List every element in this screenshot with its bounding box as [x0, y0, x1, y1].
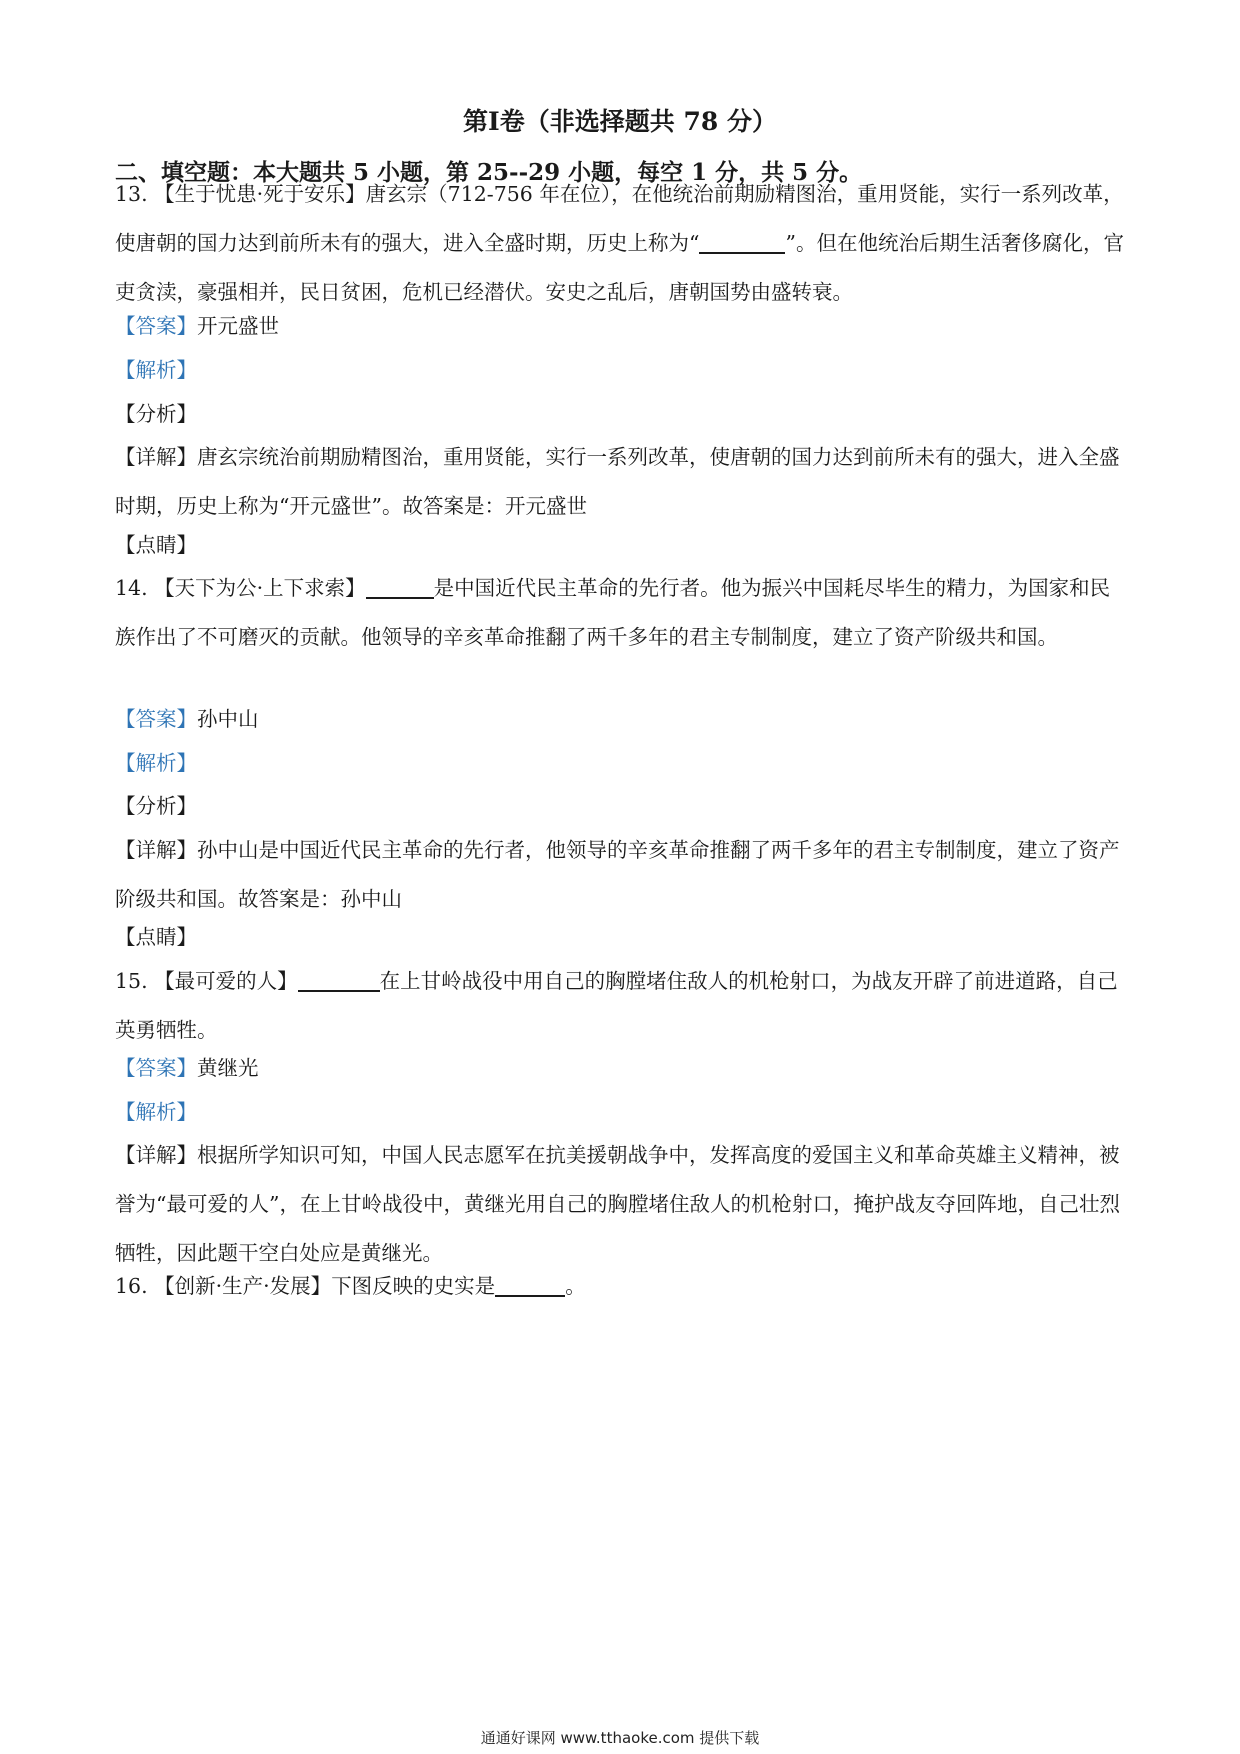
detail-label: 【详解】: [115, 1143, 197, 1167]
detail-paragraph: [115, 433, 1130, 531]
question-tag: 【天下为公·上下求索】: [154, 576, 366, 600]
question-15-stem: [115, 957, 1130, 1055]
detail-paragraph: [115, 826, 1130, 924]
question-number: 14.: [115, 576, 148, 600]
answer-blank: [699, 230, 785, 254]
answer-blank: [298, 968, 380, 992]
detail-text: 根据所学知识可知，中国人民志愿军在抗美援朝战争中，发挥高度的爱国主义和革命英雄主义精神，被誉为“最可爱的人”，在上甘岭战役中，黄继光用自己的胸膛堵住敌人的机枪射口，掩护战友夺回阵地，自己壮烈牺牲，因此题干空白处应是黄继光。: [115, 1143, 1120, 1265]
question-text-continued: ”。但在他统治后期生活奢侈腐化，官吏贪渎，豪强相并，民日贫困，危机已经潜伏。安史之乱后，唐朝国势由盛转衰。: [115, 231, 1124, 304]
section-heading: 二、填空题：本大题共 5 小题，第 25--29 小题，每空 1 分，共 5 分。: [115, 159, 863, 186]
page-footer: 通通好课网 www.tthaoke.com 提供下载: [480, 1729, 760, 1747]
detail-text: 唐玄宗统治前期励精图治，重用贤能，实行一系列改革，使唐朝的国力达到前所未有的强大，进入全盛时期，历史上称为“开元盛世”。故答案是：开元盛世: [115, 445, 1120, 518]
question-14-stem: [115, 564, 1130, 662]
question-number: 13.: [115, 182, 148, 206]
answer-text: 孙中山: [197, 707, 259, 731]
fenxi-label: 【分析】: [115, 794, 197, 818]
question-tag: 【最可爱的人】: [154, 969, 298, 993]
question-tag: 【创新·生产·发展】: [154, 1274, 332, 1298]
analysis-label: 【解析】: [115, 751, 197, 775]
question-number: 15.: [115, 969, 148, 993]
question-13-stem: [115, 170, 1130, 317]
detail-paragraph: [115, 1131, 1130, 1278]
answer-line: [115, 695, 1130, 744]
answer-blank: [495, 1273, 565, 1297]
question-16-stem: [115, 1262, 1130, 1311]
detail-label: 【详解】: [115, 445, 197, 469]
question-tag: 【生于忧患·死于安乐】: [154, 182, 366, 206]
question-text: 唐玄宗（712-756 年在位），在他统治前期励精图治，重用贤能，实行一系列改革，使唐朝的国力达到前所未有的强大，进入全盛时期，历史上称为“: [115, 182, 1124, 255]
question-number: 16.: [115, 1274, 148, 1298]
question-text-continued: 。: [565, 1274, 586, 1298]
answer-label: 【答案】: [115, 707, 197, 731]
analysis-label: 【解析】: [115, 358, 197, 382]
answer-blank: [366, 575, 434, 599]
detail-label: 【详解】: [115, 838, 197, 862]
answer-label: 【答案】: [115, 314, 197, 338]
answer-label: 【答案】: [115, 1056, 197, 1080]
page-title: 第Ⅰ卷（非选择题共 78 分）: [463, 107, 777, 136]
question-text: 在上甘岭战役中用自己的胸膛堵住敌人的机枪射口，为战友开辟了前进道路，自己英勇牺牲。: [115, 969, 1118, 1042]
dianjing-label: 【点睛】: [115, 925, 197, 949]
analysis-label: 【解析】: [115, 1100, 197, 1124]
answer-text: 黄继光: [197, 1056, 259, 1080]
answer-text: 开元盛世: [197, 314, 279, 338]
answer-line: [115, 302, 1130, 351]
dianjing-label: 【点睛】: [115, 533, 197, 557]
question-text: 下图反映的史实是: [331, 1274, 496, 1298]
question-text: 是中国近代民主革命的先行者。他为振兴中国耗尽毕生的精力，为国家和民族作出了不可磨灭的贡献。他领导的辛亥革命推翻了两千多年的君主专制制度，建立了资产阶级共和国。: [115, 576, 1111, 649]
answer-line: [115, 1044, 1130, 1093]
detail-text: 孙中山是中国近代民主革命的先行者，他领导的辛亥革命推翻了两千多年的君主专制制度，建立了资产阶级共和国。故答案是：孙中山: [115, 838, 1120, 911]
fenxi-label: 【分析】: [115, 402, 197, 426]
